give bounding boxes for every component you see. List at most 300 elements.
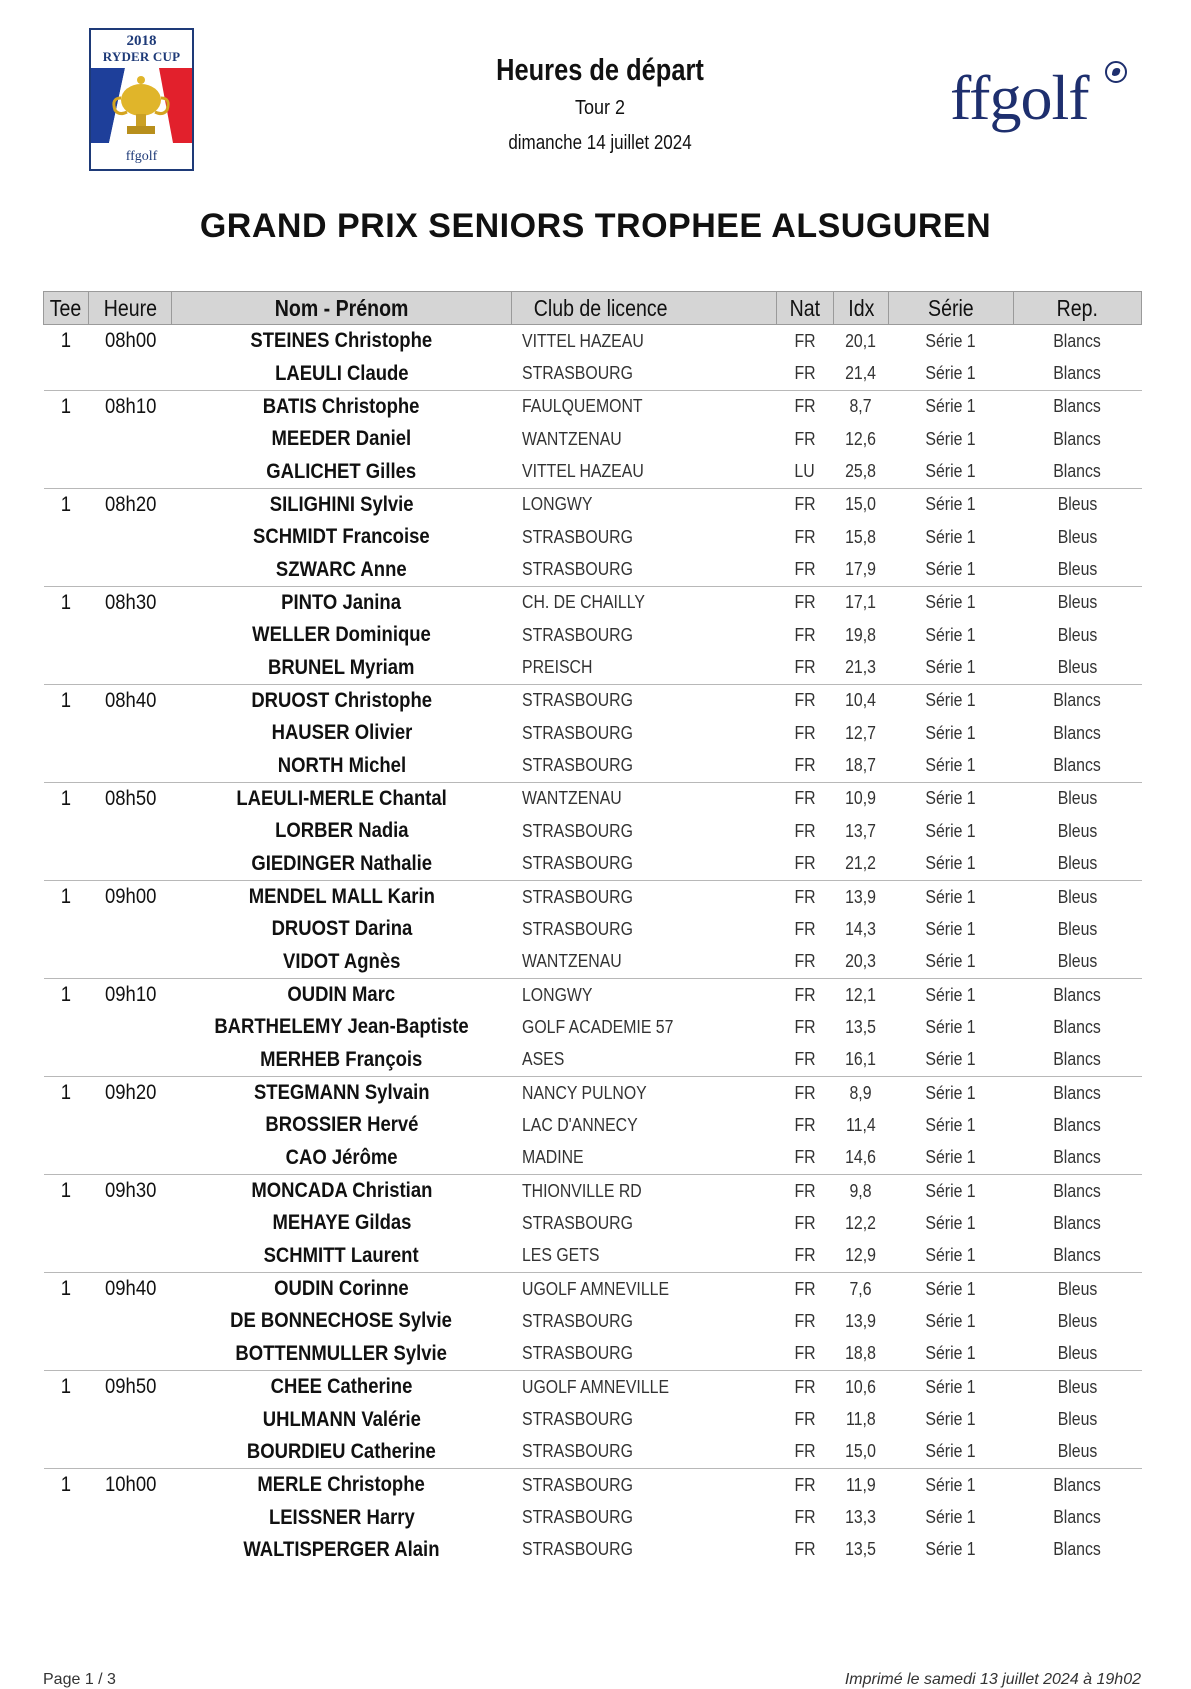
- tee-marker-cell: Blancs: [1053, 363, 1102, 384]
- time-cell: [89, 619, 172, 651]
- series-cell: Série 1: [925, 1539, 977, 1560]
- table-row: [44, 880, 1142, 913]
- table-row: [44, 1272, 1142, 1305]
- table-row: [44, 782, 1142, 815]
- table-row: [44, 390, 1142, 423]
- tee-marker-cell: Bleus: [1057, 657, 1098, 678]
- tee-marker-cell: Blancs: [1053, 1212, 1102, 1233]
- index-cell: 10,6: [834, 1371, 889, 1404]
- series-cell: Série 1: [889, 488, 1014, 521]
- index-cell: 15,8: [845, 526, 877, 547]
- index-cell: 17,9: [845, 559, 877, 580]
- time-cell: [89, 1338, 172, 1371]
- index-cell: 12,1: [834, 978, 889, 1011]
- tee-marker-cell: Bleus: [1057, 853, 1098, 874]
- tee-marker-cell: Blancs: [1014, 1174, 1142, 1207]
- index-cell: 12,9: [845, 1245, 877, 1266]
- index-cell: 11,4: [846, 1114, 876, 1135]
- table-row: [44, 586, 1142, 619]
- club-cell: LONGWY: [512, 488, 777, 521]
- tee-cell: [44, 455, 89, 488]
- time-cell: [89, 1011, 172, 1043]
- tee-marker-cell: Bleus: [1057, 526, 1098, 547]
- club-cell: STRASBOURG: [521, 1310, 633, 1331]
- tee-cell: [44, 815, 89, 847]
- club-cell: STRASBOURG: [521, 853, 633, 874]
- player-name-cell: SILIGHINI Sylvie: [172, 488, 512, 521]
- nationality-cell: FR: [794, 624, 816, 645]
- tee-cell: [44, 619, 89, 651]
- series-cell: Série 1: [925, 918, 977, 939]
- tee-marker-cell: Blancs: [1014, 684, 1142, 717]
- table-row: [44, 717, 1142, 749]
- player-name-cell: CHEE Catherine: [172, 1371, 512, 1404]
- player-name-cell: STEGMANN Sylvain: [172, 1076, 512, 1109]
- time-cell: [89, 521, 172, 553]
- club-cell: UGOLF AMNEVILLE: [512, 1371, 777, 1404]
- nationality-cell: FR: [794, 657, 816, 678]
- index-cell: 21,3: [845, 657, 877, 678]
- table-row: [44, 1207, 1142, 1239]
- ryder-cup-name: RYDER CUP: [102, 49, 181, 64]
- series-cell: Série 1: [889, 1174, 1014, 1207]
- tee-cell: [44, 913, 89, 945]
- tee-marker-cell: Blancs: [1053, 1147, 1102, 1168]
- table-row: [44, 521, 1142, 553]
- tee-marker-cell: Blancs: [1053, 755, 1102, 776]
- table-row: [44, 455, 1142, 488]
- table-row: [44, 815, 1142, 847]
- index-cell: 13,9: [834, 880, 889, 913]
- tee-cell: [44, 423, 89, 455]
- table-row: [44, 978, 1142, 1011]
- tee-cell: 1: [44, 684, 89, 717]
- nationality-cell: FR: [794, 918, 816, 939]
- club-cell: STRASBOURG: [521, 820, 633, 841]
- table-row: [44, 749, 1142, 782]
- player-name-cell: VIDOT Agnès: [282, 949, 401, 973]
- ryder-cup-ffgolf: ffgolf: [125, 149, 158, 164]
- nationality-cell: FR: [794, 526, 816, 547]
- series-cell: Série 1: [889, 1371, 1014, 1404]
- nationality-cell: FR: [794, 1539, 816, 1560]
- time-cell: [89, 717, 172, 749]
- series-cell: Série 1: [925, 1147, 977, 1168]
- table-row: [44, 553, 1142, 586]
- tee-marker-cell: Blancs: [1053, 722, 1102, 743]
- player-name-cell: WALTISPERGER Alain: [243, 1537, 440, 1561]
- nationality-cell: FR: [777, 1371, 834, 1404]
- table-row: [44, 848, 1142, 881]
- index-cell: 13,5: [845, 1539, 877, 1560]
- tee-marker-cell: Blancs: [1053, 1049, 1102, 1070]
- competition-title: GRAND PRIX SENIORS TROPHEE ALSUGUREN: [199, 207, 992, 245]
- nationality-cell: FR: [794, 951, 816, 972]
- print-timestamp: Imprimé le samedi 13 juillet 2024 à 19h02: [844, 1671, 1141, 1688]
- nationality-cell: FR: [794, 1049, 816, 1070]
- club-cell: WANTZENAU: [521, 951, 622, 972]
- series-cell: Série 1: [925, 526, 977, 547]
- series-cell: Série 1: [925, 1016, 977, 1037]
- series-cell: Série 1: [925, 624, 977, 645]
- tee-cell: 1: [44, 1371, 89, 1404]
- index-cell: 8,9: [834, 1076, 889, 1109]
- time-cell: 08h50: [89, 782, 172, 815]
- table-row: [44, 1469, 1142, 1502]
- tee-marker-cell: Bleus: [1057, 1310, 1098, 1331]
- time-cell: [89, 749, 172, 782]
- series-cell: Série 1: [889, 586, 1014, 619]
- club-cell: THIONVILLE RD: [512, 1174, 777, 1207]
- club-cell: STRASBOURG: [521, 1409, 633, 1430]
- round-label: Tour 2: [574, 97, 626, 119]
- nationality-cell: FR: [794, 1441, 816, 1462]
- club-cell: STRASBOURG: [512, 1469, 777, 1502]
- column-header-club: Club de licence: [512, 292, 777, 325]
- column-header-idx: Idx: [834, 292, 889, 325]
- index-cell: 11,8: [846, 1409, 876, 1430]
- time-cell: 09h20: [89, 1076, 172, 1109]
- index-cell: 12,2: [845, 1212, 877, 1233]
- series-cell: Série 1: [889, 1076, 1014, 1109]
- tee-cell: [44, 651, 89, 684]
- time-cell: 09h00: [89, 880, 172, 913]
- club-cell: ASES: [521, 1049, 564, 1070]
- tee-marker-cell: Bleus: [1057, 820, 1098, 841]
- series-cell: Série 1: [925, 1310, 977, 1331]
- time-cell: [89, 1305, 172, 1337]
- club-cell: STRASBOURG: [512, 880, 777, 913]
- table-row: [44, 651, 1142, 684]
- tee-cell: 1: [44, 390, 89, 423]
- tee-marker-cell: Blancs: [1014, 978, 1142, 1011]
- time-cell: [89, 1240, 172, 1273]
- series-cell: Série 1: [925, 853, 977, 874]
- tee-cell: 1: [44, 1469, 89, 1502]
- series-cell: Série 1: [925, 722, 977, 743]
- nationality-cell: FR: [794, 722, 816, 743]
- time-cell: [89, 1044, 172, 1077]
- nationality-cell: FR: [794, 1016, 816, 1037]
- series-cell: Série 1: [889, 390, 1014, 423]
- player-name-cell: PINTO Janina: [172, 586, 512, 619]
- tee-marker-cell: Bleus: [1057, 1409, 1098, 1430]
- table-row: [44, 1076, 1142, 1109]
- player-name-cell: MEEDER Daniel: [271, 427, 412, 451]
- page-number: Page 1 / 3: [43, 1671, 116, 1688]
- tee-cell: [44, 553, 89, 586]
- club-cell: STRASBOURG: [521, 526, 633, 547]
- tee-marker-cell: Bleus: [1057, 559, 1098, 580]
- club-cell: MADINE: [521, 1147, 584, 1168]
- index-cell: 10,4: [834, 684, 889, 717]
- time-cell: [89, 651, 172, 684]
- tee-cell: [44, 1338, 89, 1371]
- index-cell: 10,9: [834, 782, 889, 815]
- time-cell: 08h00: [104, 329, 156, 353]
- club-cell: VITTEL HAZEAU: [521, 330, 644, 351]
- index-cell: 25,8: [845, 461, 877, 482]
- index-cell: 14,6: [845, 1147, 877, 1168]
- nationality-cell: FR: [777, 1076, 834, 1109]
- nationality-cell: FR: [777, 782, 834, 815]
- series-cell: Série 1: [925, 820, 977, 841]
- start-list-table: [43, 291, 1142, 1566]
- tee-marker-cell: Bleus: [1014, 782, 1142, 815]
- tee-cell: 1: [44, 1174, 89, 1207]
- time-cell: 08h30: [89, 586, 172, 619]
- player-name-cell: MERHEB François: [260, 1047, 423, 1071]
- player-name-cell: BROSSIER Hervé: [264, 1113, 419, 1137]
- club-cell: STRASBOURG: [521, 1539, 633, 1560]
- club-cell: LONGWY: [512, 978, 777, 1011]
- club-cell: STRASBOURG: [521, 1212, 633, 1233]
- series-cell: Série 1: [925, 657, 977, 678]
- club-cell: VITTEL HAZEAU: [521, 461, 644, 482]
- date-label: dimanche 14 juillet 2024: [508, 132, 692, 154]
- tee-cell: [44, 1305, 89, 1337]
- tee-marker-cell: Blancs: [1053, 461, 1102, 482]
- tee-cell: [44, 1109, 89, 1141]
- tee-marker-cell: Blancs: [1053, 1245, 1102, 1266]
- tee-cell: [44, 848, 89, 881]
- player-name-cell: OUDIN Corinne: [172, 1272, 512, 1305]
- tee-marker-cell: Blancs: [1014, 1469, 1142, 1502]
- index-cell: 15,0: [834, 488, 889, 521]
- column-header-serie: Série: [889, 292, 1014, 325]
- tee-marker-cell: Bleus: [1057, 1441, 1098, 1462]
- table-row: [44, 684, 1142, 717]
- player-name-cell: DE BONNECHOSE Sylvie: [230, 1309, 453, 1333]
- time-cell: [89, 553, 172, 586]
- tee-marker-cell: Bleus: [1014, 586, 1142, 619]
- tee-cell: 1: [44, 880, 89, 913]
- club-cell: WANTZENAU: [512, 782, 777, 815]
- player-name-cell: SZWARC Anne: [276, 557, 407, 581]
- tee-cell: [44, 357, 89, 390]
- nationality-cell: FR: [777, 684, 834, 717]
- player-name-cell: CAO Jérôme: [285, 1145, 398, 1169]
- player-name-cell: SCHMIDT Francoise: [253, 525, 430, 549]
- index-cell: 19,8: [845, 624, 877, 645]
- player-name-cell: WELLER Dominique: [252, 623, 431, 647]
- player-name-cell: BRUNEL Myriam: [268, 655, 415, 679]
- tee-marker-cell: Blancs: [1053, 1539, 1102, 1560]
- player-name-cell: MENDEL MALL Karin: [172, 880, 512, 913]
- index-cell: 21,2: [845, 853, 877, 874]
- table-row: [44, 1403, 1142, 1435]
- player-name-cell: NORTH Michel: [277, 753, 406, 777]
- tee-cell: 1: [44, 782, 89, 815]
- player-name-cell: HAUSER Olivier: [271, 721, 412, 745]
- time-cell: [89, 455, 172, 488]
- tee-marker-cell: Blancs: [1053, 428, 1102, 449]
- series-cell: Série 1: [925, 1343, 977, 1364]
- tee-marker-cell: Blancs: [1014, 1076, 1142, 1109]
- series-cell: Série 1: [925, 1441, 977, 1462]
- tee-cell: [44, 1403, 89, 1435]
- player-name-cell: GIEDINGER Nathalie: [251, 851, 432, 875]
- tee-cell: 1: [44, 1076, 89, 1109]
- time-cell: [89, 357, 172, 390]
- nationality-cell: FR: [777, 880, 834, 913]
- time-cell: [89, 1142, 172, 1175]
- time-cell: 09h40: [89, 1272, 172, 1305]
- nationality-cell: FR: [794, 1409, 816, 1430]
- player-name-cell: MONCADA Christian: [172, 1174, 512, 1207]
- club-cell: STRASBOURG: [521, 755, 633, 776]
- tee-cell: 1: [44, 586, 89, 619]
- index-cell: 13,5: [845, 1016, 877, 1037]
- table-row: [44, 1305, 1142, 1337]
- series-cell: Série 1: [925, 1409, 977, 1430]
- club-cell: LES GETS: [521, 1245, 599, 1266]
- table-row: [44, 913, 1142, 945]
- index-cell: 7,6: [834, 1272, 889, 1305]
- series-cell: Série 1: [925, 559, 977, 580]
- column-header-nat: Nat: [777, 292, 834, 325]
- series-cell: Série 1: [925, 951, 977, 972]
- ryder-cup-year: 2018: [126, 33, 157, 49]
- nationality-cell: FR: [794, 1245, 816, 1266]
- index-cell: 12,6: [845, 428, 877, 449]
- player-name-cell: BARTHELEMY Jean-Baptiste: [214, 1015, 469, 1039]
- table-row: [44, 1534, 1142, 1566]
- time-cell: [89, 946, 172, 979]
- nationality-cell: FR: [794, 1147, 816, 1168]
- series-cell: Série 1: [925, 1245, 977, 1266]
- table-row: [44, 1011, 1142, 1043]
- player-name-cell: LAEULI-MERLE Chantal: [172, 782, 512, 815]
- tee-marker-cell: Bleus: [1057, 918, 1098, 939]
- index-cell: 18,7: [845, 755, 877, 776]
- club-cell: STRASBOURG: [521, 559, 633, 580]
- time-cell: [89, 1207, 172, 1239]
- time-cell: [89, 1436, 172, 1469]
- page-title: Heures de départ: [496, 52, 704, 87]
- column-header-heure: Heure: [89, 292, 172, 325]
- table-row: [44, 1501, 1142, 1533]
- table-row: [44, 423, 1142, 455]
- club-cell: GOLF ACADEMIE 57: [521, 1016, 673, 1037]
- column-header-rep: Rep.: [1014, 292, 1142, 325]
- nationality-cell: FR: [777, 390, 834, 423]
- series-cell: Série 1: [889, 880, 1014, 913]
- tee-cell: [44, 749, 89, 782]
- time-cell: [89, 1109, 172, 1141]
- table-header-row: [44, 292, 1142, 325]
- time-cell: [89, 423, 172, 455]
- club-cell: LAC D'ANNECY: [521, 1114, 638, 1135]
- index-cell: 20,3: [845, 951, 877, 972]
- tee-cell: 1: [60, 329, 72, 353]
- index-cell: 21,4: [845, 363, 877, 384]
- player-name-cell: LORBER Nadia: [274, 819, 409, 843]
- tee-marker-cell: Bleus: [1014, 880, 1142, 913]
- index-cell: 13,7: [845, 820, 877, 841]
- tee-marker-cell: Bleus: [1057, 951, 1098, 972]
- index-cell: 11,9: [834, 1469, 889, 1502]
- index-cell: 13,3: [845, 1507, 877, 1528]
- table-row: [44, 1109, 1142, 1141]
- tee-marker-cell: Bleus: [1014, 1272, 1142, 1305]
- club-cell: STRASBOURG: [512, 684, 777, 717]
- index-cell: 8,7: [834, 390, 889, 423]
- series-cell: Série 1: [925, 461, 977, 482]
- time-cell: [89, 1501, 172, 1533]
- tee-marker-cell: Blancs: [1014, 390, 1142, 423]
- club-cell: NANCY PULNOY: [512, 1076, 777, 1109]
- table-row: [44, 325, 1142, 358]
- nationality-cell: FR: [794, 820, 816, 841]
- series-cell: Série 1: [889, 782, 1014, 815]
- player-name-cell: OUDIN Marc: [172, 978, 512, 1011]
- club-cell: STRASBOURG: [521, 363, 633, 384]
- club-cell: WANTZENAU: [521, 428, 622, 449]
- series-cell: Série 1: [925, 1114, 977, 1135]
- club-cell: UGOLF AMNEVILLE: [512, 1272, 777, 1305]
- index-cell: 14,3: [845, 918, 877, 939]
- series-cell: Série 1: [925, 330, 977, 351]
- tee-marker-cell: Blancs: [1053, 330, 1102, 351]
- nationality-cell: FR: [777, 978, 834, 1011]
- index-cell: 16,1: [845, 1049, 877, 1070]
- nationality-cell: FR: [777, 1272, 834, 1305]
- nationality-cell: FR: [777, 488, 834, 521]
- player-name-cell: BOURDIEU Catherine: [247, 1439, 436, 1463]
- tee-cell: [44, 1142, 89, 1175]
- table-row: [44, 488, 1142, 521]
- player-name-cell: STEINES Christophe: [250, 329, 433, 353]
- player-name-cell: SCHMITT Laurent: [263, 1243, 420, 1267]
- table-row: [44, 619, 1142, 651]
- nationality-cell: FR: [794, 755, 816, 776]
- nationality-cell: FR: [794, 363, 816, 384]
- table-row: [44, 1044, 1142, 1077]
- time-cell: [89, 1403, 172, 1435]
- player-name-cell: DRUOST Christophe: [172, 684, 512, 717]
- nationality-cell: FR: [777, 1174, 834, 1207]
- club-cell: STRASBOURG: [521, 722, 633, 743]
- nationality-cell: FR: [794, 1212, 816, 1233]
- tee-cell: [44, 1207, 89, 1239]
- tee-cell: [44, 1044, 89, 1077]
- nationality-cell: FR: [794, 853, 816, 874]
- nationality-cell: FR: [794, 1343, 816, 1364]
- tee-cell: [44, 1240, 89, 1273]
- tee-marker-cell: Bleus: [1057, 624, 1098, 645]
- series-cell: Série 1: [889, 1469, 1014, 1502]
- nationality-cell: FR: [794, 330, 816, 351]
- tee-cell: 1: [44, 1272, 89, 1305]
- player-name-cell: DRUOST Darina: [271, 917, 412, 941]
- player-name-cell: MEHAYE Gildas: [271, 1211, 411, 1235]
- nationality-cell: LU: [794, 461, 816, 482]
- player-name-cell: BOTTENMULLER Sylvie: [235, 1341, 448, 1365]
- table-row: [44, 1174, 1142, 1207]
- club-cell: FAULQUEMONT: [512, 390, 777, 423]
- index-cell: 13,9: [845, 1310, 877, 1331]
- index-cell: 12,7: [845, 722, 877, 743]
- tee-cell: [44, 1011, 89, 1043]
- player-name-cell: GALICHET Gilles: [266, 459, 417, 483]
- time-cell: 09h50: [89, 1371, 172, 1404]
- nationality-cell: FR: [794, 1310, 816, 1331]
- trophy-flag-icon: [91, 68, 192, 143]
- table-row: [44, 1371, 1142, 1404]
- time-cell: 10h00: [89, 1469, 172, 1502]
- table-row: [44, 1142, 1142, 1175]
